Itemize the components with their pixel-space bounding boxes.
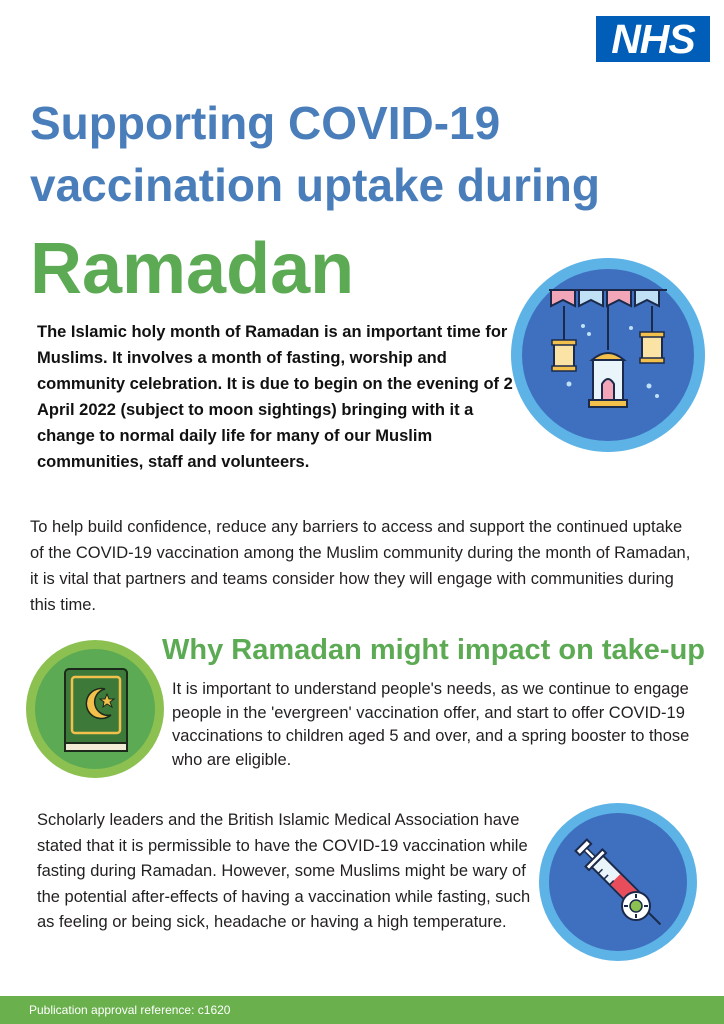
page-title — [30, 92, 670, 216]
section-heading: Why Ramadan might impact on take-up — [162, 634, 705, 666]
vaccine-syringe-icon — [538, 802, 698, 962]
nhs-logo: NHS — [596, 16, 710, 62]
confidence-paragraph: To help build confidence, reduce any barriers to access and support the continued uptake of the COVID-19 vaccination among the Muslim community during the month of Ramadan, it is vital that partners and teams consider how they will engage with communities during this time. — [30, 518, 691, 614]
quran-book-icon — [25, 639, 165, 779]
fasting-paragraph: Scholarly leaders and the British Islamic Medical Association have stated that it is permissible to have the COVID-19 vaccination while fasting during Ramadan. However, some Muslims might be wary of the potential after-effects of having a vaccination while fasting, such as feeling or being sick, headache or having a high temperature. — [37, 811, 531, 931]
title-line-1: Supporting COVID-19 — [30, 97, 501, 149]
ramadan-lanterns-icon — [509, 256, 707, 454]
intro-paragraph: The Islamic holy month of Ramadan is an important time for Muslims. It involves a month of fasting, worship and community celebration. It is due to begin on the evening of 2 April 2022 (subject to moon sightings) bringing with it a change to normal daily life for many of our Muslim communities, staff and volunteers. — [37, 323, 513, 471]
title-line-2: vaccination uptake during — [30, 159, 600, 211]
footer-publication-reference: Publication approval reference: c1620 — [29, 1003, 231, 1017]
title-highlight: Ramadan — [30, 229, 355, 309]
section-paragraph: It is important to understand people's needs, as we continue to engage people in the 'evergreen' vaccination offer, and start to offer COVID-19 vaccinations to children aged 5 and over, and a spring booster to those who are eligible. — [172, 680, 690, 769]
